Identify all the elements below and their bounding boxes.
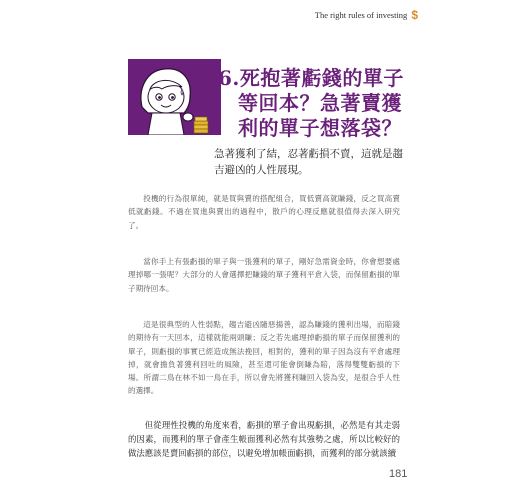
chapter-title-line: 等回本？急著賣獲	[238, 91, 402, 115]
running-header	[315, 8, 418, 22]
chapter-title-line: 6.死抱著虧錢的單子	[218, 66, 404, 90]
page-number: 181	[389, 468, 408, 480]
dollar-sign-icon: $	[411, 8, 418, 22]
chapter-subtitle: 急著獲利了結，忍著虧損不賣，這就是趨吉避凶的人性展現。	[214, 148, 403, 176]
body-paragraph: 投機的行為很單純，就是買與賣的搭配組合，買低賣高就賺錢，反之買高賣低就虧錢。不過在買進與賣出的過程中，散戶的心理反應就很值得去深入研究了。	[128, 194, 400, 230]
chapter-illustration	[128, 59, 221, 135]
chapter-title	[218, 66, 428, 141]
cartoon-character-with-coins-icon	[128, 59, 221, 135]
chapter-title-line: 利的單子想落袋？	[238, 116, 402, 140]
body-paragraph-emphasis: 但從理性投機的角度來看，虧損的單子會出現虧損，必然是有其走弱的因素，而獲利的單子會產生帳面獲利必然有其強勢之處，所以比較好的做法應該是賣回虧損的部位，以避免增加帳面虧損，而獲利的部分就該續	[128, 420, 400, 458]
body-paragraph: 這是很典型的人性弱點，趨吉避凶隨惡揚善，認為賺錢的獲利出場，而賠錢的期待有一天回本，這樣就能兩頭賺；反之若先處理掉虧損的單子而保留獲利的單子，則虧損的事實已經造成無法挽回，相對的，獲利的單子因為沒有平倉處理掉，就會擔負著獲利回吐的風險，甚至還可能會倒賺為賠，落得雙雙虧損的下場。所謂二鳥在林不如一鳥在手，所以會先將獲利賺回入袋為安，是很合乎人性的選擇。	[128, 320, 400, 396]
running-title: The right rules of investing	[314, 10, 408, 20]
body-paragraph: 當你手上有張虧損的單子與一張獲利的單子，剛好急需資金時，你會想要處理掉哪一張呢？大部分的人會選擇把賺錢的單子獲利平倉入袋，而保留虧損的單子期待回本。	[128, 257, 400, 293]
